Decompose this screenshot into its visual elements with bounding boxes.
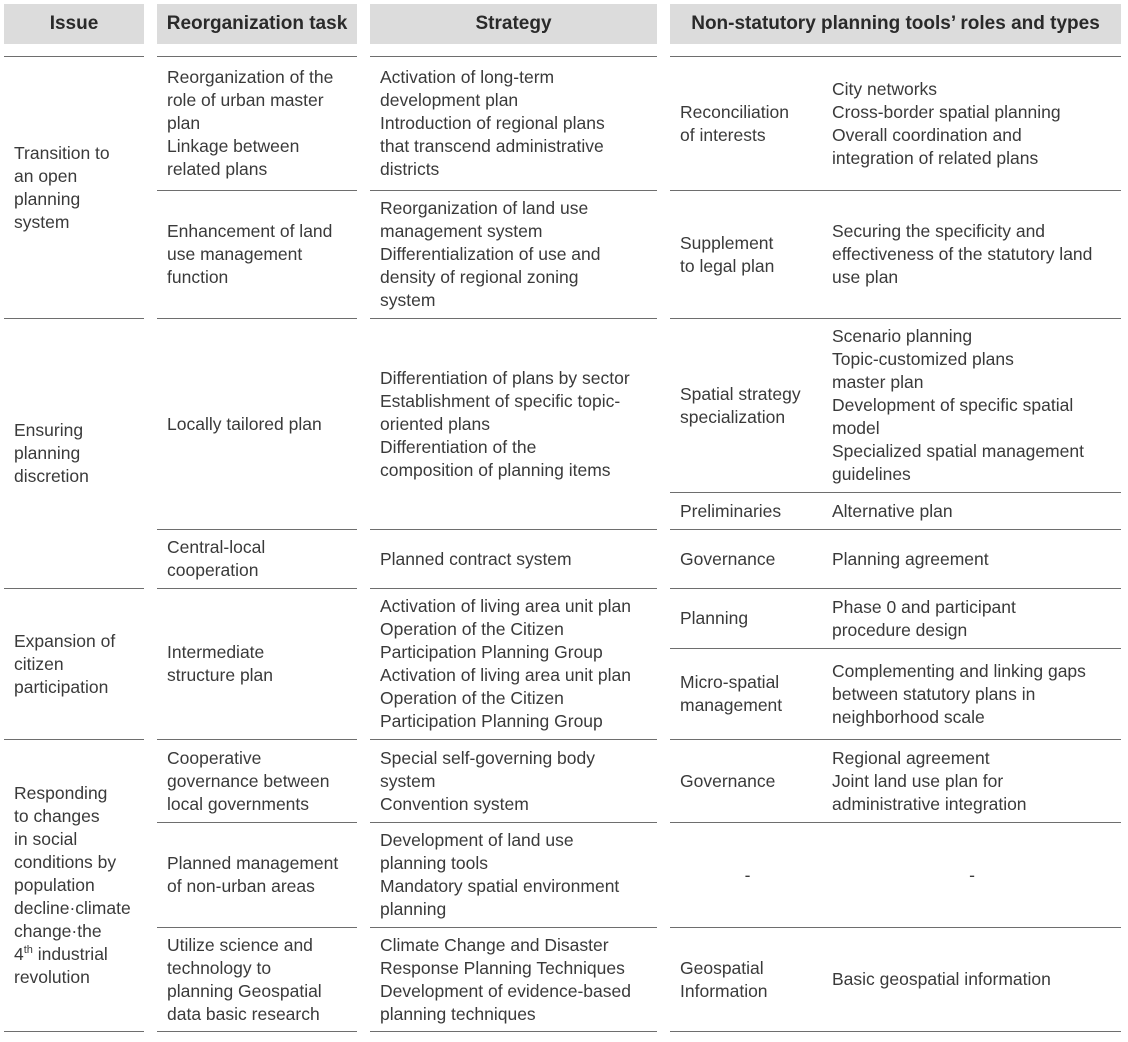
type-cell: - <box>969 864 975 885</box>
role-cell: Reconciliation of interests <box>680 101 789 145</box>
role-cell: Spatial strategy specialization <box>680 383 801 427</box>
role-cell: - <box>744 864 751 885</box>
issue-cell: Expansion of citizen participation <box>14 630 116 697</box>
type-cell: Phase 0 and participant procedure design <box>832 596 1016 640</box>
type-cell: Alternative plan <box>832 500 953 521</box>
header-issue: Issue <box>4 4 144 44</box>
role-cell: Micro-spatial management <box>680 672 783 715</box>
strategy-cell: Climate Change and Disaster Response Planning Techniques Development of evidence-based planning techniques <box>380 934 631 1024</box>
rule <box>157 1031 357 1032</box>
issue-cell: Ensuring planning discretion <box>14 420 89 486</box>
task-cell: Central-local cooperation <box>167 537 266 580</box>
type-cell: Planning agreement <box>832 548 989 569</box>
strategy-cell: Planned contract system <box>380 548 572 569</box>
role-cell: Geospatial Information <box>680 957 768 1001</box>
strategy-cell: Special self-governing body system Convention system <box>380 747 595 814</box>
role-cell: Governance <box>680 548 776 569</box>
type-cell: Securing the specificity and effectiveness of the statutory land use plan <box>832 221 1093 287</box>
task-cell: Enhancement of land use management function <box>167 221 333 287</box>
rule <box>370 1031 657 1032</box>
rule <box>4 1031 144 1032</box>
rule <box>670 1031 1121 1032</box>
strategy-cell: Activation of long-term development plan Introduction of regional plans that transcend administrative districts <box>380 67 605 179</box>
type-cell: Regional agreement Joint land use plan for administrative integration <box>832 747 1027 814</box>
type-cell: Basic geospatial information <box>832 969 1051 989</box>
issue-cell: Transition to an open planning system <box>14 142 110 232</box>
role-cell: Preliminaries <box>680 500 782 521</box>
role-cell: Supplement to legal plan <box>680 232 775 276</box>
strategy-cell: Activation of living area unit plan Operation of the Citizen Participation Planning Group Activation of living area unit plan Operation of the Citizen Participation Planning Group <box>380 596 631 731</box>
type-cell: City networks Cross-border spatial planning Overall coordination and integration of related plans <box>832 78 1061 168</box>
role-cell: Governance <box>680 770 776 791</box>
type-cell: Scenario planning Topic-customized plans master plan Development of specific spatial model Specialized spatial management guidelines <box>832 326 1084 484</box>
header-task: Reorganization task <box>157 4 357 44</box>
strategy-cell: Development of land use planning tools Mandatory spatial environment planning <box>380 830 620 919</box>
header-strategy: Strategy <box>370 4 657 44</box>
task-cell: Planned management of non-urban areas <box>167 853 339 896</box>
task-cell: Utilize science and technology to planning Geospatial data basic research <box>167 934 322 1024</box>
issue-cell: Responding to changes in social conditions by population decline·climate change·the 4th industrial revolution <box>14 783 131 987</box>
strategy-cell: Reorganization of land use management system Differentialization of use and density of regional zoning system <box>380 198 601 310</box>
strategy-cell: Differentiation of plans by sector Establishment of specific topic- oriented plans Differentiation of the composition of planning items <box>380 367 630 480</box>
task-cell: Cooperative governance between local governments <box>167 747 330 814</box>
task-cell: Intermediate structure plan <box>167 642 274 685</box>
role-cell: Planning <box>680 608 749 628</box>
task-cell: Locally tailored plan <box>167 413 322 434</box>
task-cell: Reorganization of the role of urban master plan Linkage between related plans <box>167 67 334 179</box>
type-cell: Complementing and linking gaps between statutory plans in neighborhood scale <box>832 660 1086 727</box>
header-tools: Non-statutory planning tools’ roles and types <box>670 4 1121 44</box>
